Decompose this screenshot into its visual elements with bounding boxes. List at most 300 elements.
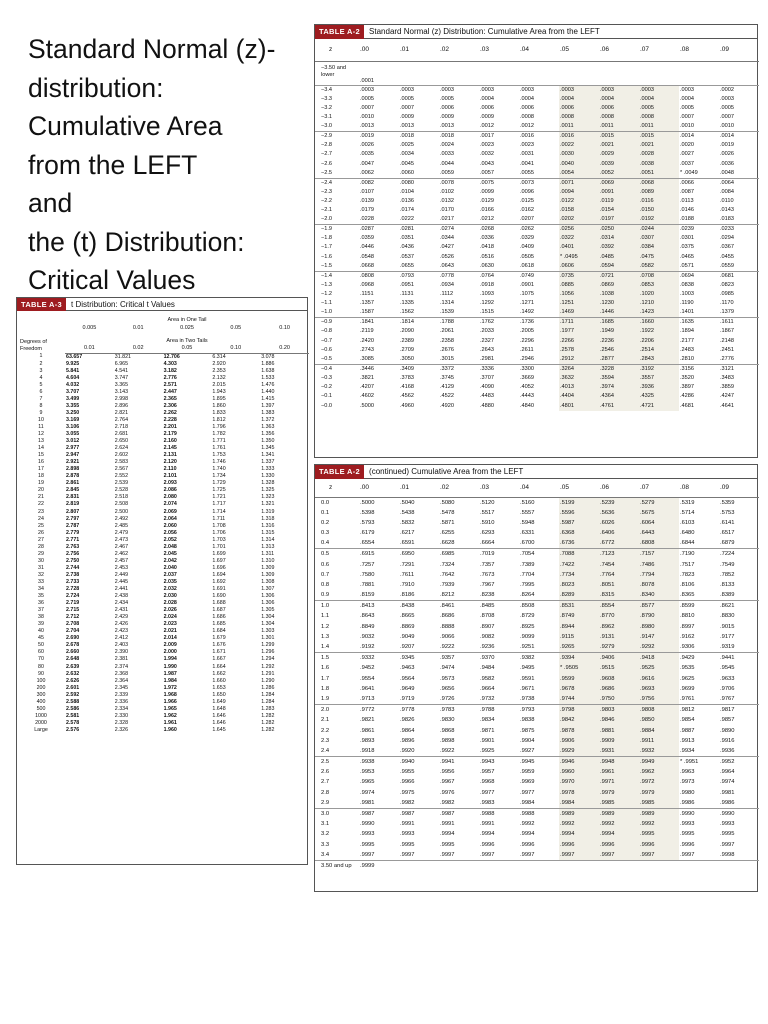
area-cell: .9997 <box>360 851 375 858</box>
table-row <box>315 746 759 757</box>
critical-value-cell: 1.725 <box>212 487 226 494</box>
critical-value-cell: 2.578 <box>66 719 80 726</box>
area-cell: .8461 <box>439 601 479 612</box>
z-value-cell: 1.1 <box>321 613 330 620</box>
area-cell: .0021 <box>599 141 639 150</box>
critical-value-cell: 2.552 <box>114 473 129 480</box>
area-cell: .9015 <box>720 623 735 630</box>
critical-value-cell: 1.987 <box>163 670 177 677</box>
area-cell: .9599 <box>559 673 599 683</box>
z-value-cell: −1.8 <box>321 235 333 242</box>
area-cell: .4483 <box>480 393 494 400</box>
table-row <box>17 473 309 480</box>
critical-value-cell: 2.821 <box>114 409 129 416</box>
area-cell: .6628 <box>440 540 455 547</box>
area-cell: .6950 <box>399 549 439 560</box>
table-row <box>17 544 309 551</box>
area-cell: .8925 <box>520 623 535 630</box>
area-cell: .9938 <box>359 756 399 767</box>
table-row <box>315 798 759 809</box>
area-cell: .8315 <box>599 590 639 601</box>
area-cell: .0027 <box>680 151 694 158</box>
area-cell: .0009 <box>440 113 454 120</box>
area-cell: .3121 <box>719 364 759 374</box>
area-cell: .0089 <box>639 188 679 197</box>
area-cell: .7389 <box>520 561 535 568</box>
area-cell: .4641 <box>720 402 734 409</box>
area-cell: .9890 <box>720 727 735 734</box>
area-cell: .0041 <box>520 160 534 167</box>
area-cell: .9115 <box>559 632 599 642</box>
df-cell: 33 <box>38 578 44 585</box>
area-cell: .9418 <box>639 653 679 664</box>
area-cell: .0007 <box>680 113 694 120</box>
area-cell: .0446 <box>360 244 374 251</box>
area-cell: .0427 <box>440 244 454 251</box>
critical-value-cell: 1.653 <box>212 684 226 691</box>
area-cell: .7967 <box>480 582 495 589</box>
area-cell: .0016 <box>519 132 559 142</box>
z-value-cell: 0.0 <box>315 497 359 508</box>
z-value-cell: 2.8 <box>321 789 330 796</box>
critical-value-cell: 2.042 <box>163 557 177 564</box>
area-cell: .9798 <box>559 705 599 716</box>
area-cell: .0418 <box>480 244 494 251</box>
area-cell: .1685 <box>599 318 639 328</box>
table-row <box>315 169 759 179</box>
critical-value-cell: 1.961 <box>163 719 177 726</box>
area-cell: .6985 <box>439 549 479 560</box>
area-cell: .0001 <box>359 61 399 85</box>
area-cell: .2206 <box>639 337 679 346</box>
area-cell: .0375 <box>680 244 694 251</box>
table-row <box>315 383 759 392</box>
area-cell: .0548 <box>360 253 374 260</box>
area-cell: .0014 <box>719 132 759 142</box>
area-cell: .6480 <box>680 530 695 537</box>
z-table-negative-grid <box>315 39 759 411</box>
critical-value-cell: 2.014 <box>163 635 177 642</box>
df-cell: 70 <box>38 656 44 663</box>
area-cell: .9974 <box>720 779 735 786</box>
column-header: .09 <box>719 39 759 61</box>
z-value-cell: 2.0 <box>315 705 359 716</box>
area-cell: .0005 <box>440 95 454 102</box>
area-cell: .3483 <box>720 374 734 381</box>
table-row <box>17 410 309 417</box>
critical-value-cell: 1.994 <box>163 656 177 663</box>
area-cell: .7157 <box>639 549 679 560</box>
area-cell: .0094 <box>559 188 599 197</box>
area-cell: .9887 <box>680 727 695 734</box>
area-cell: .9793 <box>519 705 559 716</box>
z-value-cell: −2.0 <box>321 216 333 223</box>
column-header: .04 <box>519 479 559 497</box>
table-row <box>315 559 759 569</box>
area-cell: .9994 <box>480 831 495 838</box>
z-value-cell: −2.6 <box>321 160 333 167</box>
z-value-cell: −1.4 <box>315 271 359 281</box>
area-cell: .6700 <box>520 540 535 547</box>
area-cell: .6517 <box>720 530 735 537</box>
area-cell: .9997 <box>720 841 735 848</box>
area-cell: .9726 <box>440 696 455 703</box>
critical-value-cell: 2.040 <box>163 564 177 571</box>
table-row <box>315 725 759 735</box>
area-cell: .3015 <box>440 355 454 362</box>
table-row <box>315 253 759 262</box>
area-cell: .0003 <box>720 95 734 102</box>
area-cell: .4840 <box>520 402 534 409</box>
area-cell: .0735 <box>559 271 599 281</box>
area-cell: .2451 <box>720 346 734 353</box>
table-row <box>17 685 309 692</box>
area-cell: .0808 <box>359 271 399 281</box>
area-cell: .7422 <box>559 559 599 569</box>
area-cell: .9936 <box>720 747 735 754</box>
critical-value-cell: 1.690 <box>212 593 226 600</box>
area-cell: .5910 <box>480 519 495 526</box>
area-cell: .0537 <box>400 253 414 260</box>
critical-value-cell: 2.441 <box>114 586 129 593</box>
table-row <box>315 819 759 829</box>
area-cell: * .9951 <box>679 756 719 767</box>
area-cell: .0035 <box>360 151 374 158</box>
area-cell: .4761 <box>599 401 639 410</box>
critical-value-cell: 2.023 <box>163 621 177 628</box>
area-cell: .8531 <box>559 601 599 612</box>
area-cell: .1446 <box>599 308 639 318</box>
area-cell: .3783 <box>400 374 414 381</box>
critical-value-cell: 2.403 <box>114 642 129 649</box>
area-cell: .0129 <box>480 197 494 204</box>
area-cell: .5080 <box>439 497 479 508</box>
df-cell: 15 <box>38 452 44 459</box>
area-cell: .0367 <box>720 244 734 251</box>
table-row <box>17 389 309 396</box>
z-value-cell: 0.6 <box>321 561 330 568</box>
area-cell: .9999 <box>359 860 399 880</box>
df-cell: 2000 <box>35 719 47 726</box>
critical-value-cell: 1.299 <box>261 642 275 649</box>
df-cell: 25 <box>38 522 44 529</box>
critical-value-cell: 2.738 <box>66 571 80 578</box>
critical-value-cell: 1.328 <box>261 480 275 487</box>
area-cell: .0069 <box>599 178 639 188</box>
z-value-cell: −0.2 <box>321 384 333 391</box>
area-cell: .5753 <box>720 509 735 516</box>
critical-value-cell: 2.228 <box>163 416 177 423</box>
z-value-cell: 1.0 <box>315 601 359 612</box>
area-cell: .1170 <box>720 300 734 307</box>
df-cell: 5 <box>39 381 43 388</box>
critical-value-cell: 2.639 <box>66 663 80 670</box>
critical-value-cell: 1.972 <box>163 684 177 691</box>
critical-value-cell: 1.309 <box>261 564 275 571</box>
area-cell: .9931 <box>599 746 639 757</box>
area-cell: .9941 <box>439 756 479 767</box>
area-cell: .7357 <box>480 561 495 568</box>
df-cell: 300 <box>36 691 46 698</box>
critical-value-cell: 2.110 <box>163 466 177 473</box>
area-cell: .0007 <box>720 113 734 120</box>
df-cell: 26 <box>38 529 44 536</box>
area-cell: .9693 <box>639 684 679 694</box>
critical-value-cell: 5.841 <box>66 367 80 374</box>
critical-value-cell: 2.704 <box>66 628 80 635</box>
area-cell: .0060 <box>400 169 414 176</box>
area-cell: .2005 <box>520 328 534 335</box>
df-cell: 22 <box>38 501 44 508</box>
area-cell: .0009 <box>400 113 414 120</box>
area-cell: .0011 <box>639 122 679 132</box>
critical-value-cell: 1.306 <box>261 600 275 607</box>
area-cell: .0055 <box>520 169 534 176</box>
area-cell: .9959 <box>520 769 535 776</box>
z-value-cell: −0.1 <box>321 393 333 400</box>
area-cell: .2090 <box>400 328 414 335</box>
area-cell: .9192 <box>360 644 375 651</box>
table-row <box>315 601 759 612</box>
critical-value-cell: 2.567 <box>114 466 129 473</box>
area-cell: .9962 <box>639 767 679 777</box>
area-cell: .0764 <box>479 271 519 281</box>
area-cell: .7291 <box>400 561 415 568</box>
area-cell: .4364 <box>599 392 639 401</box>
critical-value-cell: 2.831 <box>66 494 80 501</box>
critical-value-cell: 1.646 <box>212 712 226 719</box>
area-cell: .7704 <box>520 571 535 578</box>
area-cell: .0034 <box>400 151 414 158</box>
area-cell: .0038 <box>639 159 679 168</box>
table-row <box>315 580 759 590</box>
z-value-cell: 1.7 <box>321 675 330 682</box>
area-cell: .3974 <box>599 383 639 392</box>
area-cell: .1423 <box>639 308 679 318</box>
area-cell: .9946 <box>559 756 599 767</box>
critical-value-cell: 1.440 <box>261 388 275 395</box>
z-value-cell: −2.4 <box>315 178 359 188</box>
critical-value-cell: 2.624 <box>114 445 129 452</box>
z-value-cell: −2.5 <box>321 169 333 176</box>
area-cell: .1788 <box>439 318 479 328</box>
critical-value-cell: 1.284 <box>261 691 275 698</box>
df-cell: 21 <box>38 494 44 501</box>
area-cell: .9649 <box>400 685 415 692</box>
area-cell: .1230 <box>599 299 639 308</box>
z-value-cell: −2.3 <box>321 188 333 195</box>
heading-line: Critical Values <box>28 265 196 295</box>
area-cell: .9960 <box>559 767 599 777</box>
z-value-cell: −1.7 <box>321 244 333 251</box>
critical-value-cell: 1.646 <box>212 719 226 726</box>
table-row <box>315 549 759 560</box>
area-cell: .9131 <box>599 632 639 642</box>
area-cell: .9898 <box>440 737 455 744</box>
critical-value-cell: 1.325 <box>261 487 275 494</box>
critical-value-cell: 2.660 <box>66 649 80 656</box>
area-cell: .0062 <box>360 169 374 176</box>
table-row <box>315 159 759 168</box>
area-cell: .9980 <box>680 789 695 796</box>
area-cell: .0154 <box>599 206 639 215</box>
df-cell: 8 <box>39 402 43 409</box>
area-cell: .9977 <box>520 789 535 796</box>
critical-value-cell: 1.965 <box>163 705 177 712</box>
table-row <box>17 480 309 487</box>
area-cell: .8212 <box>440 592 455 599</box>
table-row <box>315 401 759 410</box>
area-cell: .0052 <box>599 169 639 179</box>
table-row <box>17 656 309 663</box>
critical-value-cell: 2.431 <box>114 607 129 614</box>
area-cell: .2358 <box>440 337 454 344</box>
critical-value-cell: 2.179 <box>163 430 177 437</box>
area-cell: .8508 <box>519 601 559 612</box>
critical-value-cell: 1.960 <box>163 726 177 733</box>
critical-value-cell: 2.000 <box>163 649 177 656</box>
table-row <box>17 607 309 614</box>
two-tail-area: 0.20 <box>260 344 309 353</box>
area-cell: .0778 <box>439 271 479 281</box>
area-cell: .9719 <box>400 696 415 703</box>
area-cell: .5319 <box>679 497 719 508</box>
area-cell: .0170 <box>440 207 454 214</box>
area-cell: .9994 <box>599 829 639 839</box>
area-cell: .0082 <box>359 178 399 188</box>
area-cell: .9162 <box>680 634 695 641</box>
area-cell: .9997 <box>480 851 495 858</box>
table-row <box>17 516 309 523</box>
area-cell: .7517 <box>680 561 695 568</box>
area-cell: .0183 <box>720 216 734 223</box>
area-cell: .8980 <box>639 622 679 632</box>
critical-value-cell: 2.779 <box>66 529 80 536</box>
area-cell: .0436 <box>400 244 414 251</box>
critical-value-cell: 2.473 <box>114 536 129 543</box>
area-cell: .9995 <box>400 841 415 848</box>
df-cell: 6 <box>39 388 43 395</box>
area-cell: .4207 <box>360 384 374 391</box>
area-cell: .9706 <box>720 685 735 692</box>
area-cell: .9989 <box>559 808 599 819</box>
critical-value-cell: 1.962 <box>163 712 177 719</box>
area-cell: .0023 <box>520 142 534 149</box>
critical-value-cell: 1.699 <box>212 550 226 557</box>
critical-value-cell: 1.684 <box>212 628 226 635</box>
area-cell: .0793 <box>399 271 439 281</box>
area-cell: .9963 <box>680 769 695 776</box>
critical-value-cell: 1.283 <box>261 705 275 712</box>
one-tail-area: 0.05 <box>230 324 242 331</box>
area-cell: .9564 <box>400 675 415 682</box>
area-cell: .9474 <box>440 665 455 672</box>
area-cell: .1292 <box>480 300 494 307</box>
critical-value-cell: 1.714 <box>212 508 226 515</box>
area-cell: .0006 <box>520 104 534 111</box>
column-header: .07 <box>639 479 679 497</box>
area-cell: .9943 <box>479 756 519 767</box>
critical-value-cell: 1.318 <box>261 515 275 522</box>
area-cell: .0003 <box>479 85 519 95</box>
area-cell: .0465 <box>680 253 694 260</box>
area-cell: .1251 <box>559 299 599 308</box>
area-cell: .1210 <box>639 299 679 308</box>
critical-value-cell: 1.886 <box>261 360 275 367</box>
z-value-cell: 2.2 <box>321 727 330 734</box>
area-cell: .9913 <box>680 737 695 744</box>
area-cell: .0301 <box>680 235 694 242</box>
critical-value-cell: 1.372 <box>261 416 275 423</box>
z-value-cell: 0.5 <box>315 549 359 560</box>
area-cell: .0119 <box>599 197 639 206</box>
area-cell: .9812 <box>679 705 719 716</box>
area-cell: .0004 <box>639 95 679 104</box>
area-cell: .9965 <box>360 779 375 786</box>
column-header: .05 <box>559 479 599 497</box>
critical-value-cell: 2.037 <box>163 571 177 578</box>
critical-value-cell: 1.397 <box>261 402 275 409</box>
area-cell: .0006 <box>559 104 599 113</box>
critical-value-cell: 2.365 <box>163 395 177 402</box>
area-cell: .9861 <box>360 727 375 734</box>
z-value-cell: 1.8 <box>321 685 330 692</box>
area-cell: .0032 <box>480 151 494 158</box>
area-cell: .0014 <box>679 132 719 142</box>
area-cell: .1379 <box>720 309 734 316</box>
area-cell: .9236 <box>480 644 495 651</box>
df-cell: 60 <box>38 649 44 656</box>
table-row <box>315 318 759 328</box>
area-cell: .9932 <box>639 746 679 757</box>
area-cell: .1539 <box>440 309 454 316</box>
critical-value-cell: 2.048 <box>163 543 177 550</box>
critical-value-cell: 2.648 <box>66 656 80 663</box>
z-value-cell: −0.5 <box>321 355 333 362</box>
area-cell: .0150 <box>639 206 679 215</box>
area-cell: .0287 <box>359 225 399 235</box>
table-row <box>315 141 759 150</box>
critical-value-cell: 1.761 <box>212 445 226 452</box>
table-row <box>315 206 759 215</box>
table-row <box>315 392 759 401</box>
critical-value-cell: 2.539 <box>114 480 129 487</box>
z-value-cell: 3.2 <box>321 831 330 838</box>
z-value-cell: −2.2 <box>321 197 333 204</box>
area-cell: .3594 <box>599 374 639 383</box>
area-cell: .8810 <box>680 613 695 620</box>
area-cell: .1357 <box>360 300 374 307</box>
critical-value-cell: 1.292 <box>261 663 275 670</box>
critical-value-cell: 1.415 <box>261 395 275 402</box>
area-cell: .3446 <box>359 364 399 374</box>
critical-value-cell: 4.303 <box>163 360 177 367</box>
area-cell: .1020 <box>639 290 679 299</box>
critical-value-cell: 2.120 <box>163 459 177 466</box>
area-cell: .9990 <box>679 808 719 819</box>
table-row <box>315 308 759 318</box>
area-cell: .3050 <box>400 355 414 362</box>
area-cell: .8708 <box>480 613 495 620</box>
area-cell: .1131 <box>400 291 414 298</box>
area-cell: .9967 <box>440 779 455 786</box>
area-cell: .0015 <box>599 132 639 142</box>
critical-value-cell: 1.319 <box>261 508 275 515</box>
area-cell: .9996 <box>639 839 679 849</box>
table-row <box>17 438 309 445</box>
area-cell: .0003 <box>519 85 559 95</box>
critical-value-cell: 2.457 <box>114 557 129 564</box>
